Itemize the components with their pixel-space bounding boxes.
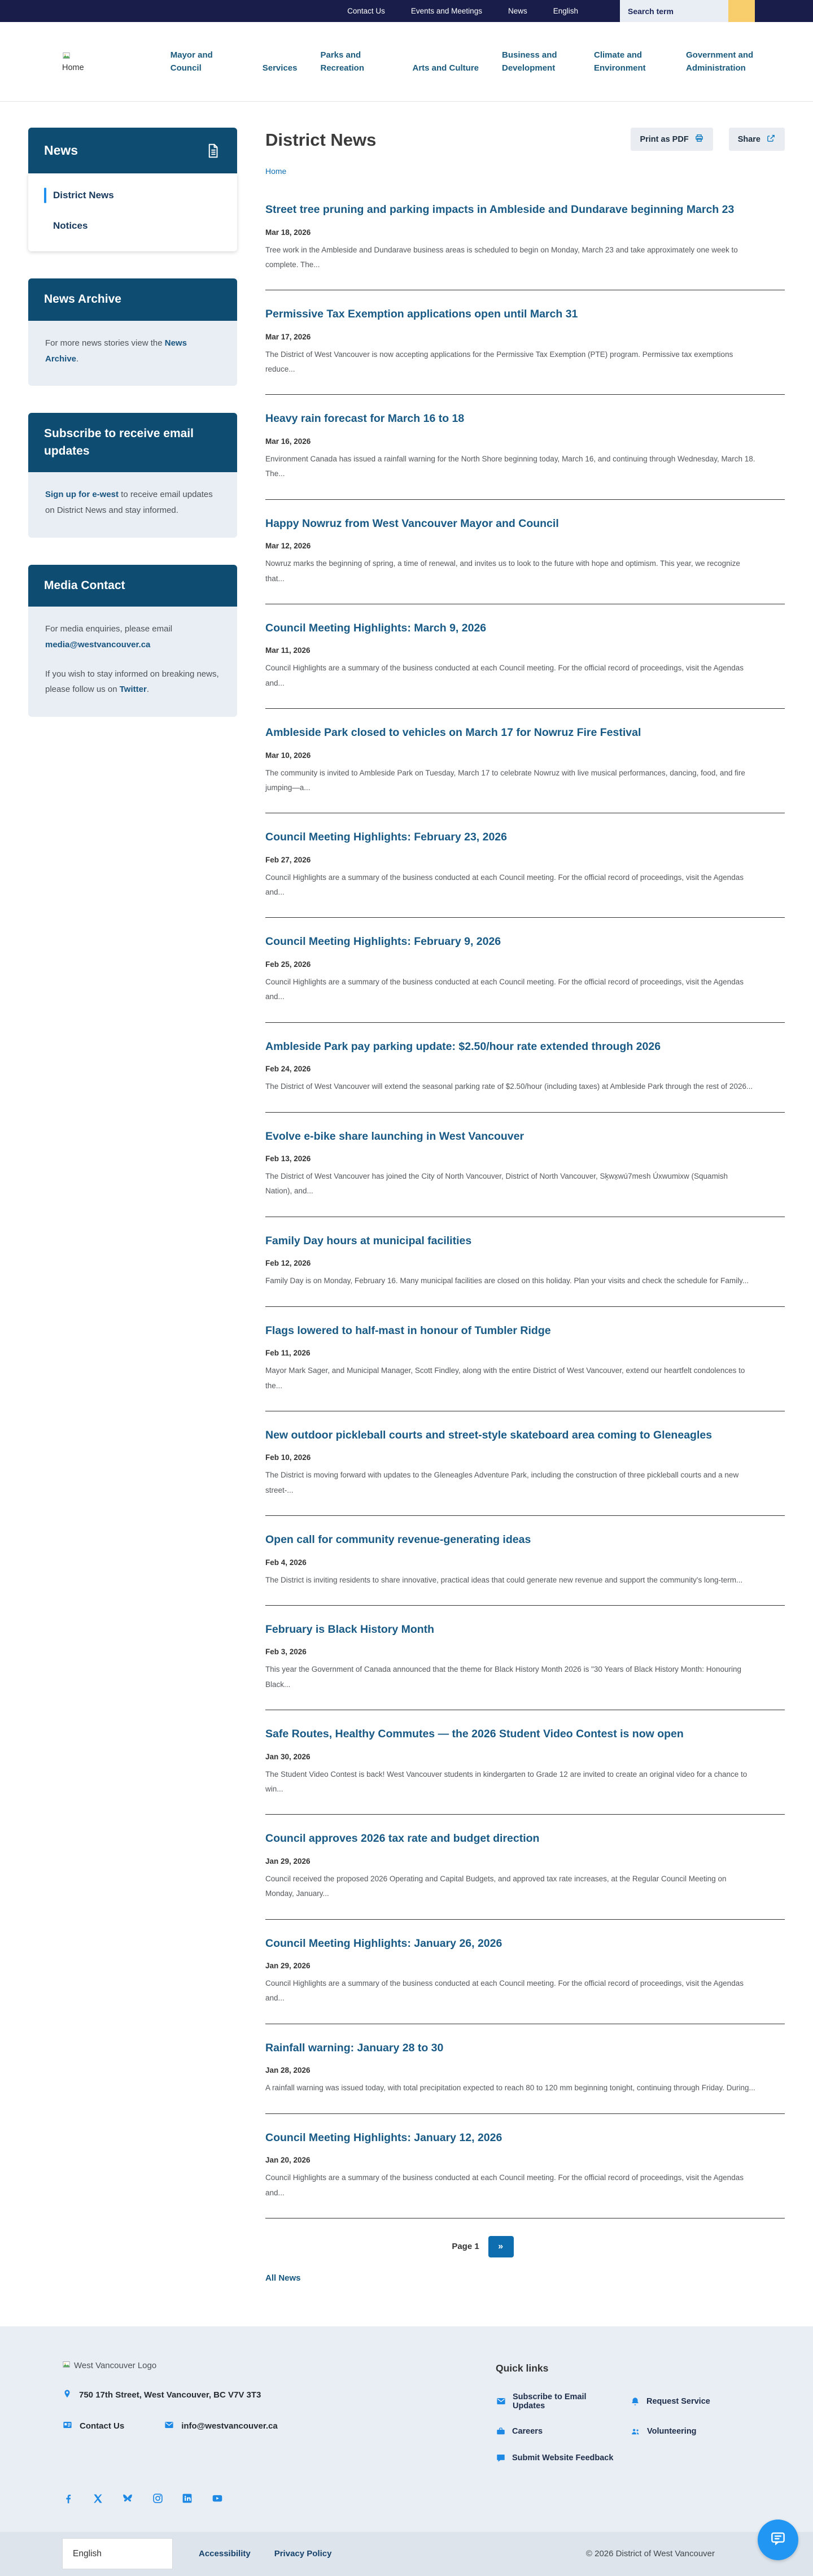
news-item-date: Feb 27, 2026 [265, 855, 311, 864]
quick-link-request-service[interactable] [630, 2392, 751, 2411]
news-item-excerpt: Tree work in the Ambleside and Dundarave business areas is scheduled to begin on Monday, March 23 and take approximately one week to complete. The... [265, 245, 738, 269]
people-icon [630, 2426, 641, 2437]
print-as-pdf-button[interactable] [631, 128, 713, 151]
news-item-date: Feb 4, 2026 [265, 1558, 307, 1567]
share-label: Share [737, 134, 760, 144]
news-list-item [265, 1606, 785, 1710]
footer-link-privacy-policy[interactable]: Privacy Policy [274, 2549, 332, 2559]
sidebar-media-card-title: Media Contact [44, 578, 125, 592]
sidebar-subscribe-card-title: Subscribe to receive email updates [44, 427, 194, 457]
share-button[interactable] [729, 128, 785, 151]
news-item-title-link[interactable]: Permissive Tax Exemption applications open until March 31 [265, 308, 578, 321]
social-links [62, 2492, 751, 2505]
home-logo-link[interactable] [62, 51, 84, 72]
quick-link-label: Volunteering [647, 2427, 697, 2436]
search-button[interactable] [728, 0, 755, 22]
home-logo-alt-text: Home [62, 63, 84, 72]
news-list-item [265, 1516, 785, 1606]
news-item-title-link[interactable]: Rainfall warning: January 28 to 30 [265, 2041, 444, 2054]
archive-text [45, 335, 220, 367]
document-icon [204, 142, 221, 159]
topbar-links [347, 7, 604, 15]
media-text-2-after: . [146, 685, 149, 695]
news-list-item [265, 918, 785, 1022]
news-item-date: Feb 25, 2026 [265, 960, 311, 969]
news-item-date: Feb 13, 2026 [265, 1154, 311, 1163]
nav-item-business-and-development[interactable]: Business and Development [502, 50, 557, 73]
broken-image-icon [62, 2360, 71, 2371]
news-item-excerpt: Nowruz marks the beginning of spring, a time of renewal, and invites us to look to the future with hope and optimism. This year, we recognize that... [265, 559, 740, 583]
printer-icon [694, 133, 704, 145]
media-text-2-before: If you wish to stay informed on breaking news, please follow us on [45, 669, 219, 695]
news-item-title-link[interactable]: Council Meeting Highlights: January 26, 2026 [265, 1937, 502, 1950]
sidebar-subscribe-card-header [28, 413, 237, 472]
bell-icon [630, 2396, 640, 2407]
twitter-link[interactable]: Twitter [119, 685, 147, 695]
news-item-excerpt: Council Highlights are a summary of the business conducted at each Council meeting. For the official record of proceedings, visit the Agendas and... [265, 873, 744, 897]
news-archive-link[interactable]: News Archive [45, 338, 187, 364]
share-icon [766, 133, 776, 145]
news-list-item [265, 1307, 785, 1411]
envelope-icon [496, 2396, 506, 2407]
news-item-date: Mar 10, 2026 [265, 751, 311, 760]
news-item-title-link[interactable]: Ambleside Park closed to vehicles on March 17 for Nowruz Fire Festival [265, 726, 641, 739]
subscribe-text-after: to receive email updates on District News and stay informed. [45, 490, 213, 515]
news-item-date: Feb 12, 2026 [265, 1259, 311, 1268]
sign-up-e-west-link[interactable]: Sign up for e-west [45, 490, 119, 500]
nav-item-mayor-and-council[interactable]: Mayor and Council [170, 50, 213, 73]
sidebar-media-card-header [28, 565, 237, 607]
chat-widget-button[interactable] [758, 2520, 798, 2560]
breadcrumb-home-link[interactable]: Home [265, 167, 287, 176]
news-item-date: Jan 29, 2026 [265, 1856, 311, 1865]
sidebar [28, 128, 237, 744]
news-item-title-link[interactable]: Family Day hours at municipal facilities [265, 1234, 472, 1247]
footer-main [62, 2360, 751, 2463]
media-email-link[interactable]: media@westvancouver.ca [45, 639, 151, 650]
news-item-excerpt: The District is inviting residents to share innovative, practical ideas that could generate new revenue and support the community's long-term... [265, 1575, 743, 1584]
quick-link-label: Subscribe to Email Updates [513, 2392, 587, 2411]
footer-contact-us [62, 2420, 124, 2433]
broken-image-icon [62, 51, 84, 62]
archive-text-before: For more news stories view the [45, 338, 165, 348]
news-list-item [265, 1815, 785, 1919]
news-item-excerpt: The community is invited to Ambleside Park on Tuesday, March 17 to celebrate Nowruz with live musical performances, dancing, food, and fire jumping—a... [265, 768, 745, 792]
news-item-title-link[interactable]: Council approves 2026 tax rate and budget direction [265, 1832, 540, 1845]
sidebar-news-card [28, 128, 237, 251]
news-item-excerpt: Council Highlights are a summary of the business conducted at each Council meeting. For the official record of proceedings, visit the Agendas and... [265, 664, 744, 687]
content-header [265, 128, 785, 151]
news-item-excerpt: A rainfall warning was issued today, with total precipitation expected to reach 80 to 120 mm beginning tonight, continuing through Friday. During... [265, 2084, 755, 2093]
news-list-item [265, 709, 785, 813]
footer-email [164, 2420, 278, 2433]
news-list-item [265, 395, 785, 499]
nav-item-parks-and-recreation[interactable]: Parks and Recreation [320, 50, 365, 73]
news-item-title-link[interactable]: Safe Routes, Healthy Commutes — the 2026 Student Video Contest is now open [265, 1728, 684, 1741]
news-item-title-link[interactable]: Evolve e-bike share launching in West Vancouver [265, 1130, 524, 1143]
page-actions [631, 128, 785, 151]
news-item-excerpt: The District of West Vancouver has joined the City of North Vancouver, District of North Vancouver, Sḵwx̱wú7mesh Úxwumixw (Squamish Nation), and... [265, 1172, 728, 1196]
news-list-item [265, 1411, 785, 1516]
footer-bottom-bar [0, 2532, 813, 2576]
quick-link-volunteering[interactable] [630, 2426, 751, 2437]
comment-icon [496, 2453, 506, 2463]
sidebar-news-nav [28, 173, 237, 251]
quick-link-submit-website-feedback[interactable] [496, 2453, 617, 2463]
sidebar-subscribe-card-body [28, 472, 237, 538]
nav-item-arts-and-culture[interactable]: Arts and Culture [412, 63, 479, 73]
footer-contact-row [62, 2420, 454, 2433]
all-news-link[interactable]: All News [265, 2273, 301, 2283]
search-input[interactable] [620, 0, 728, 22]
nav-item-climate-and-environment[interactable]: Climate and Environment [594, 50, 646, 73]
news-list-item [265, 604, 785, 709]
news-item-title-link[interactable]: Flags lowered to half-mast in honour of Tumbler Ridge [265, 1324, 551, 1337]
news-list-item [265, 1920, 785, 2024]
news-item-date: Feb 11, 2026 [265, 1349, 311, 1358]
facebook-icon [62, 2492, 75, 2505]
news-item-excerpt: Council Highlights are a summary of the business conducted at each Council meeting. For the official record of proceedings, visit the Agendas and... [265, 1979, 744, 2003]
pagination-next-button[interactable]: » [488, 2236, 514, 2257]
news-item-excerpt: The District of West Vancouver is now accepting applications for the Permissive Tax Exemption (PTE) program. Permissive tax exemptions reduce... [265, 350, 733, 374]
location-pin-icon [62, 2389, 72, 2401]
quick-links-grid [496, 2392, 751, 2463]
instagram-icon [152, 2492, 164, 2504]
news-item-excerpt: Family Day is on Monday, February 16. Many municipal facilities are closed on this holiday. Plan your visits and check the schedule for Family... [265, 1276, 749, 1285]
pagination [265, 2218, 785, 2260]
news-list-item [265, 500, 785, 604]
quick-link-label: Submit Website Feedback [512, 2453, 614, 2462]
contact-card-icon [62, 2420, 73, 2433]
page-body [0, 102, 813, 2283]
facebook-link[interactable] [62, 2492, 75, 2505]
quick-link-careers[interactable] [496, 2426, 617, 2437]
linkedin-icon [181, 2492, 193, 2504]
bluesky-icon [121, 2492, 134, 2505]
news-item-title-link[interactable]: Council Meeting Highlights: March 9, 2026 [265, 621, 487, 634]
news-item-excerpt: The District is moving forward with updates to the Gleneagles Adventure Park, including the construction of three pickleball courts and a new street-... [265, 1471, 739, 1494]
sidebar-archive-card-header [28, 278, 237, 320]
news-item-title-link[interactable]: Ambleside Park pay parking update: $2.50/hour rate extended through 2026 [265, 1040, 661, 1053]
quick-link-label: Request Service [646, 2396, 710, 2406]
subscribe-text [45, 487, 220, 518]
archive-text-after: . [76, 354, 79, 364]
footer-link-accessibility[interactable]: Accessibility [199, 2549, 251, 2559]
sidebar-news-card-header [28, 128, 237, 173]
top-utility-bar [0, 0, 813, 22]
news-item-date: Jan 29, 2026 [265, 1962, 311, 1971]
quick-link-label: Careers [512, 2427, 543, 2436]
x-icon [92, 2493, 103, 2504]
site-footer [0, 2326, 813, 2576]
sidebar-subscribe-card [28, 413, 237, 537]
footer-email-link[interactable]: info@westvancouver.ca [181, 2421, 278, 2431]
chat-icon [768, 2529, 788, 2550]
news-item-title-link[interactable]: Council Meeting Highlights: February 23, 2026 [265, 831, 508, 844]
media-text-1 [45, 621, 220, 653]
copyright-text: © 2026 District of West Vancouver [585, 2549, 715, 2559]
sidebar-archive-card [28, 278, 237, 386]
main-content [265, 128, 785, 2283]
news-item-title-link[interactable]: Happy Nowruz from West Vancouver Mayor and Council [265, 517, 559, 530]
instagram-link[interactable] [152, 2492, 164, 2504]
sidebar-media-card [28, 565, 237, 717]
sidebar-news-card-title: News [44, 143, 78, 158]
news-item-title-link[interactable]: Street tree pruning and parking impacts in Ambleside and Dundarave beginning March 23 [265, 203, 735, 216]
language-select[interactable]: English [62, 2538, 173, 2569]
news-item-excerpt: The District of West Vancouver will extend the seasonal parking rate of $2.50/hour (including taxes) at Ambleside Park through the rest of 2026... [265, 1082, 753, 1091]
main-navigation [171, 49, 755, 75]
news-item-title-link[interactable]: February is Black History Month [265, 1623, 435, 1636]
news-list [265, 186, 785, 2218]
x-link[interactable] [92, 2493, 103, 2504]
news-item-excerpt: Council Highlights are a summary of the business conducted at each Council meeting. For the official record of proceedings, visit the Agendas and... [265, 2173, 744, 2197]
footer-bottom-links [199, 2549, 331, 2558]
news-list-item [265, 2024, 785, 2114]
footer-logo-alt-text: West Vancouver Logo [74, 2360, 157, 2370]
topbar-link-english[interactable]: English [553, 7, 578, 15]
sidebar-item-notices[interactable]: Notices [53, 220, 88, 232]
news-list-item [265, 1113, 785, 1217]
news-item-excerpt: The Student Video Contest is back! West Vancouver students in kindergarten to Grade 12 are invited to create an original video for a chance to win... [265, 1769, 748, 1793]
news-item-date: Feb 24, 2026 [265, 1065, 311, 1074]
sidebar-item-district-news[interactable]: District News [28, 180, 237, 211]
sidebar-archive-card-title: News Archive [44, 293, 121, 306]
briefcase-icon [496, 2426, 506, 2436]
youtube-link[interactable] [211, 2492, 224, 2504]
nav-item-government-and-administration[interactable]: Government and Administration [686, 50, 754, 73]
news-item-title-link[interactable]: Council Meeting Highlights: February 9, 2026 [265, 935, 501, 948]
news-item-title-link[interactable]: Council Meeting Highlights: January 12, 2026 [265, 2131, 502, 2144]
page-title: District News [265, 130, 377, 150]
news-item-title-link[interactable]: Open call for community revenue-generating ideas [265, 1533, 531, 1546]
news-item-date: Mar 12, 2026 [265, 542, 311, 551]
site-search [620, 0, 755, 22]
media-text-2 [45, 666, 220, 698]
news-item-excerpt: This year the Government of Canada announced that the theme for Black History Month 2026 is "30 Years of Black History Month: Honouring Black... [265, 1665, 741, 1689]
envelope-icon [164, 2420, 174, 2433]
news-list-item [265, 813, 785, 918]
news-item-date: Jan 28, 2026 [265, 2066, 311, 2075]
footer-address: 750 17th Street, West Vancouver, BC V7V 3T3 [79, 2390, 261, 2400]
news-item-title-link[interactable]: Heavy rain forecast for March 16 to 18 [265, 412, 465, 425]
topbar-link-contact-us[interactable]: Contact Us [347, 7, 385, 15]
linkedin-link[interactable] [181, 2492, 193, 2504]
news-item-date: Feb 10, 2026 [265, 1453, 311, 1462]
news-list-item [265, 2114, 785, 2218]
breadcrumb [265, 167, 785, 177]
news-item-date: Mar 16, 2026 [265, 437, 311, 446]
news-item-date: Jan 20, 2026 [265, 2156, 311, 2165]
news-list-item [265, 1023, 785, 1113]
news-item-date: Jan 30, 2026 [265, 1752, 311, 1761]
news-list-item [265, 186, 785, 290]
news-item-excerpt: Mayor Mark Sager, and Municipal Manager, Scott Findley, along with the entire District of West Vancouver, extend our heartfelt condolences to the... [265, 1366, 745, 1390]
news-item-date: Mar 18, 2026 [265, 228, 311, 237]
news-item-title-link[interactable]: New outdoor pickleball courts and street-style skateboard area coming to Gleneagles [265, 1428, 713, 1441]
quick-links-block [496, 2360, 751, 2463]
sidebar-archive-card-body [28, 321, 237, 386]
news-item-date: Mar 11, 2026 [265, 646, 311, 655]
news-item-excerpt: Environment Canada has issued a rainfall warning for the North Shore beginning today, March 16, and continuing through Wednesday, March 18. The... [265, 454, 755, 478]
topbar-link-news[interactable]: News [508, 7, 527, 15]
quick-link-subscribe-to-email-updates[interactable] [496, 2392, 617, 2411]
news-item-excerpt: Council received the proposed 2026 Operating and Capital Budgets, and approved tax rate increases, at the Regular Council Meeting on Monday, January... [265, 1874, 727, 1898]
pagination-page-label: Page 1 [452, 2242, 479, 2252]
news-item-date: Mar 17, 2026 [265, 332, 311, 341]
footer-address-row [62, 2389, 454, 2401]
media-text-1-before: For media enquiries, please email [45, 624, 173, 634]
footer-logo [62, 2360, 454, 2371]
news-list-item [265, 1217, 785, 1307]
nav-item-services[interactable]: Services [262, 63, 298, 73]
topbar-link-events-and-meetings[interactable]: Events and Meetings [410, 7, 482, 15]
footer-contact-block [62, 2360, 454, 2463]
youtube-icon [211, 2492, 224, 2504]
news-item-excerpt: Council Highlights are a summary of the business conducted at each Council meeting. For the official record of proceedings, visit the Agendas and... [265, 978, 744, 1001]
news-list-item [265, 290, 785, 395]
footer-contact-us-link[interactable]: Contact Us [80, 2421, 125, 2431]
news-item-date: Feb 3, 2026 [265, 1647, 307, 1657]
quick-links-title: Quick links [496, 2362, 549, 2374]
sidebar-media-card-body [28, 607, 237, 717]
print-label: Print as PDF [640, 134, 689, 144]
bluesky-link[interactable] [121, 2492, 134, 2505]
news-list-item [265, 1710, 785, 1815]
site-header [0, 22, 813, 102]
